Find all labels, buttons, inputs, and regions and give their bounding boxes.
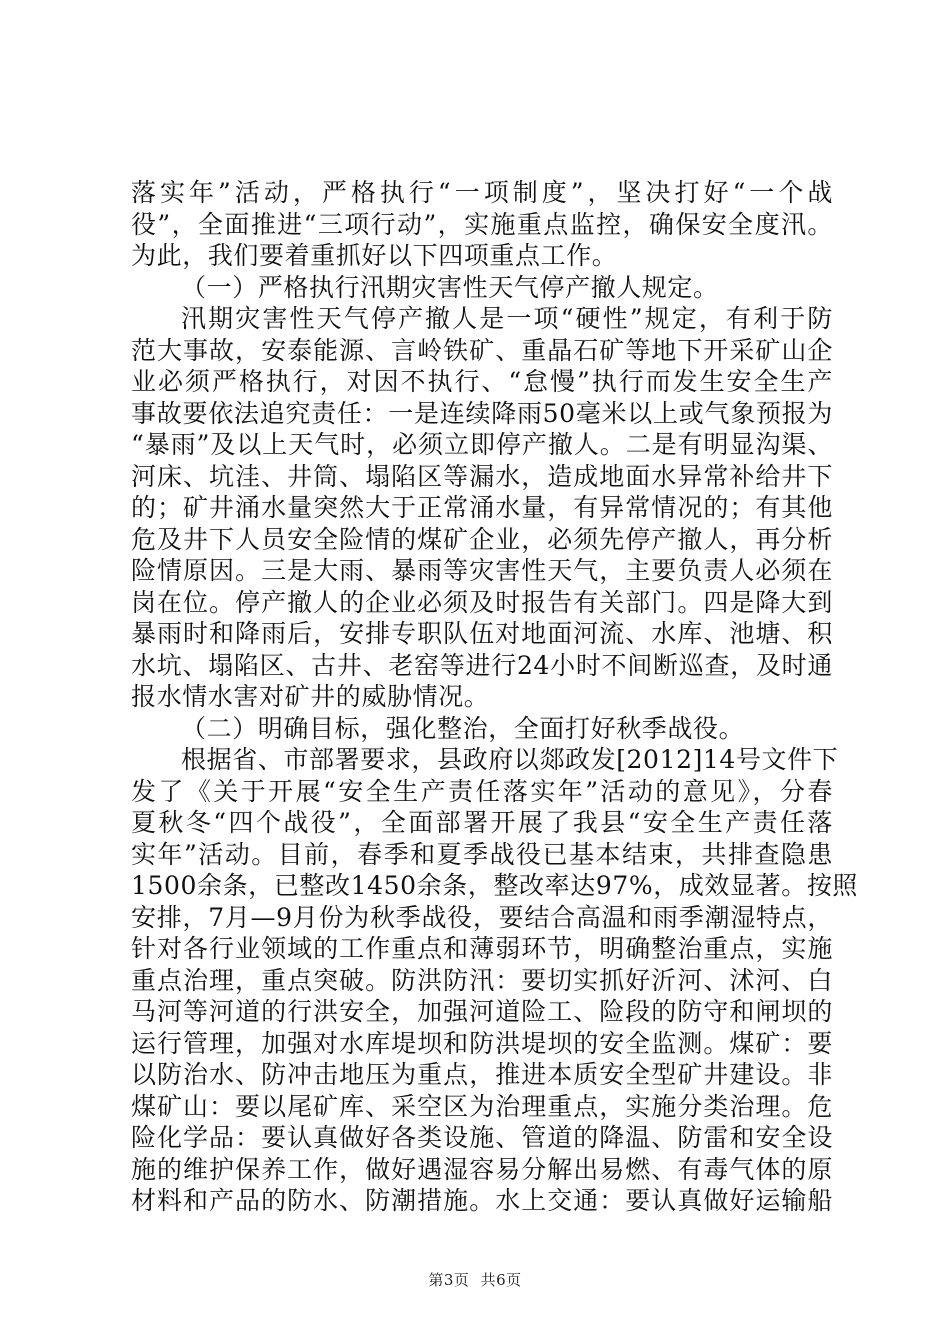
page-total: 共6页	[480, 1271, 522, 1289]
text-line: 水坑、塌陷区、古井、老窑等进行24小时不间断巡查，及时通	[131, 650, 833, 680]
text-line: 发了《关于开展“安全生产责任落实年”活动的意见》，分春	[131, 776, 833, 806]
text-line: 针对各行业领域的工作重点和薄弱环节，明确整治重点，实施	[131, 934, 833, 963]
text-line: 施的维护保养工作，做好遇湿容易分解出易燃、有毒气体的原	[131, 1154, 833, 1184]
text-line: 役”，全面推进“三项行动”，实施重点监控，确保安全度汛。	[131, 209, 833, 239]
text-line: 1500余条，已整改1450余条，整改率达97%，成效显著。按照	[131, 871, 859, 900]
text-line: 危及井下人员安全险情的煤矿企业，必须先停产撤人，再分析	[131, 524, 833, 554]
text-line: 材料和产品的防水、防潮措施。水上交通：要认真做好运输船	[131, 1186, 833, 1215]
text-line: 运行管理，加强对水库堤坝和防洪堤坝的安全监测。煤矿：要	[131, 1028, 833, 1058]
text-line: 的；矿井涌水量突然大于正常涌水量，有异常情况的；有其他	[131, 493, 833, 522]
text-line: 岗在位。停产撤人的企业必须及时报告有关部门。四是降大到	[131, 587, 833, 617]
text-line: 实年”活动。目前，春季和夏季战役已基本结束，共排查隐患	[131, 839, 833, 869]
text-line: 河床、坑洼、井筒、塌陷区等漏水，造成地面水异常补给井下	[131, 461, 833, 491]
text-line: 夏秋冬“四个战役”，全面部署开展了我县“安全生产责任落	[131, 808, 833, 837]
document-body	[131, 177, 859, 1217]
text-line: 为此，我们要着重抓好以下四项重点工作。	[131, 241, 618, 270]
text-line: 马河等河道的行洪安全，加强河道险工、险段的防守和闸坝的	[131, 997, 833, 1026]
text-line: 煤矿山：要以尾矿库、采空区为治理重点，实施分类治理。危	[131, 1091, 833, 1121]
text-line: 范大事故，安泰能源、言岭铁矿、重晶石矿等地下开采矿山企	[131, 335, 833, 365]
text-line: 险化学品：要认真做好各类设施、管道的降温、防雷和安全设	[131, 1123, 833, 1152]
text-line: “暴雨”及以上天气时，必须立即停产撤人。二是有明显沟渠、	[131, 430, 833, 459]
text-line: 安排，7月—9月份为秋季战役，要结合高温和雨季潮湿特点，	[131, 902, 833, 932]
page-number: 第3页	[428, 1271, 470, 1289]
text-line: 险情原因。三是大雨、暴雨等灾害性天气，主要负责人必须在	[131, 556, 833, 585]
text-line: 汛期灾害性天气停产撤人是一项“硬性”规定，有利于防	[181, 304, 833, 333]
text-line: 重点治理，重点突破。防洪防汛：要切实抓好沂河、沭河、白	[131, 965, 833, 995]
text-line: 暴雨时和降雨后，安排专职队伍对地面河流、水库、池塘、积	[131, 619, 833, 648]
text-line: 落实年”活动，严格执行“一项制度”，坚决打好“一个战	[131, 178, 833, 207]
text-line: 以防治水、防冲击地压为重点，推进本质安全型矿井建设。非	[131, 1060, 833, 1089]
text-line: 业必须严格执行，对因不执行、“怠慢”执行而发生安全生产	[131, 367, 833, 396]
text-line: 报水情水害对矿井的威胁情况。	[131, 682, 490, 711]
text-line: （一）严格执行汛期灾害性天气停产撤人规定。	[181, 272, 719, 302]
text-line: 事故要依法追究责任：一是连续降雨50毫米以上或气象预报为	[131, 398, 833, 428]
text-line: （二）明确目标，强化整治，全面打好秋季战役。	[181, 713, 745, 743]
text-line: 根据省、市部署要求，县政府以郯政发[2012]14号文件下	[181, 745, 839, 774]
page-footer	[0, 1270, 950, 1290]
